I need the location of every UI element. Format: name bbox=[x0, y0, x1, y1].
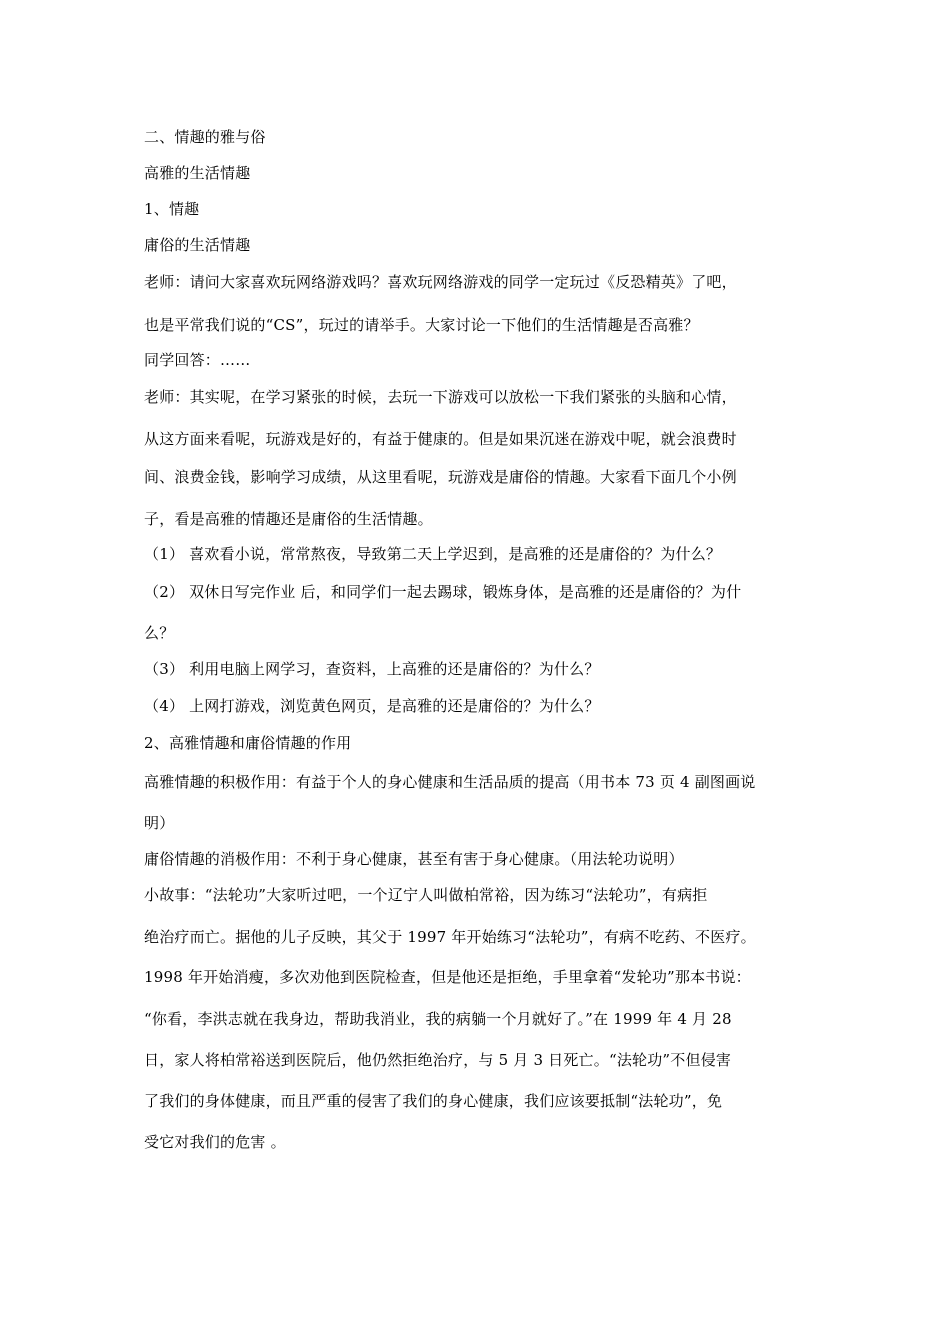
paragraph-line: 也是平常我们说的“CS”，玩过的请举手。大家讨论一下他们的生活情趣是否高雅？ bbox=[144, 316, 699, 334]
subheading: 庸俗的生活情趣 bbox=[144, 236, 251, 254]
list-item: （3） 利用电脑上网学习，查资料，上高雅的还是庸俗的？为什么？ bbox=[144, 660, 600, 678]
paragraph-line: 老师：其实呢，在学习紧张的时候，去玩一下游戏可以放松一下我们紧张的头脑和心情， bbox=[144, 388, 737, 406]
paragraph-line: 1998 年开始消瘦，多次劝他到医院检查，但是他还是拒绝，手里拿着“发轮功”那本书说： bbox=[144, 968, 751, 986]
list-item: （2） 双休日写完作业 后，和同学们一起去踢球，锻炼身体，是高雅的还是庸俗的？为什 bbox=[144, 583, 742, 601]
paragraph-line: 子，看是高雅的情趣还是庸俗的生活情趣。 bbox=[144, 510, 433, 528]
paragraph-line: 同学回答：…… bbox=[144, 351, 251, 369]
paragraph-line: 明） bbox=[144, 814, 175, 832]
paragraph-line: 庸俗情趣的消极作用：不利于身心健康，甚至有害于身心健康。（用法轮功说明） bbox=[144, 850, 684, 868]
paragraph-line: 绝治疗而亡。据他的儿子反映，其父于 1997 年开始练习“法轮功”，有病不吃药、不医疗。 bbox=[144, 928, 756, 946]
paragraph-line: “你看，李洪志就在我身边，帮助我消业，我的病躺一个月就好了。”在 1999 年 4 月 28 bbox=[144, 1010, 732, 1028]
subheading: 2、高雅情趣和庸俗情趣的作用 bbox=[144, 734, 352, 752]
paragraph-line: 日，家人将柏常裕送到医院后，他仍然拒绝治疗，与 5 月 3 日死亡。“法轮功”不但侵害 bbox=[144, 1051, 732, 1069]
subheading: 高雅的生活情趣 bbox=[144, 164, 251, 182]
paragraph-line: 间、浪费金钱，影响学习成绩，从这里看呢，玩游戏是庸俗的情趣。大家看下面几个小例 bbox=[144, 468, 737, 486]
paragraph-line: 从这方面来看呢，玩游戏是好的，有益于健康的。但是如果沉迷在游戏中呢，就会浪费时 bbox=[144, 430, 737, 448]
paragraph-line: 高雅情趣的积极作用：有益于个人的身心健康和生活品质的提高（用书本 73 页 4 副图画说 bbox=[144, 773, 756, 791]
list-item: （1） 喜欢看小说，常常熬夜，导致第二天上学迟到，是高雅的还是庸俗的？为什么？ bbox=[144, 545, 722, 563]
list-item-continuation: 么？ bbox=[144, 624, 175, 642]
paragraph-line: 受它对我们的危害 。 bbox=[144, 1133, 286, 1151]
paragraph-line: 老师：请问大家喜欢玩网络游戏吗？喜欢玩网络游戏的同学一定玩过《反恐精英》了吧， bbox=[144, 273, 737, 291]
paragraph-line: 小故事：“法轮功”大家听过吧，一个辽宁人叫做柏常裕，因为练习“法轮功”，有病拒 bbox=[144, 886, 708, 904]
section-heading: 二、情趣的雅与俗 bbox=[144, 128, 266, 146]
list-item: （4） 上网打游戏，浏览黄色网页，是高雅的还是庸俗的？为什么？ bbox=[144, 697, 600, 715]
paragraph-line: 了我们的身体健康，而且严重的侵害了我们的身心健康，我们应该要抵制“法轮功”，免 bbox=[144, 1092, 723, 1110]
subheading: 1、情趣 bbox=[144, 200, 200, 218]
